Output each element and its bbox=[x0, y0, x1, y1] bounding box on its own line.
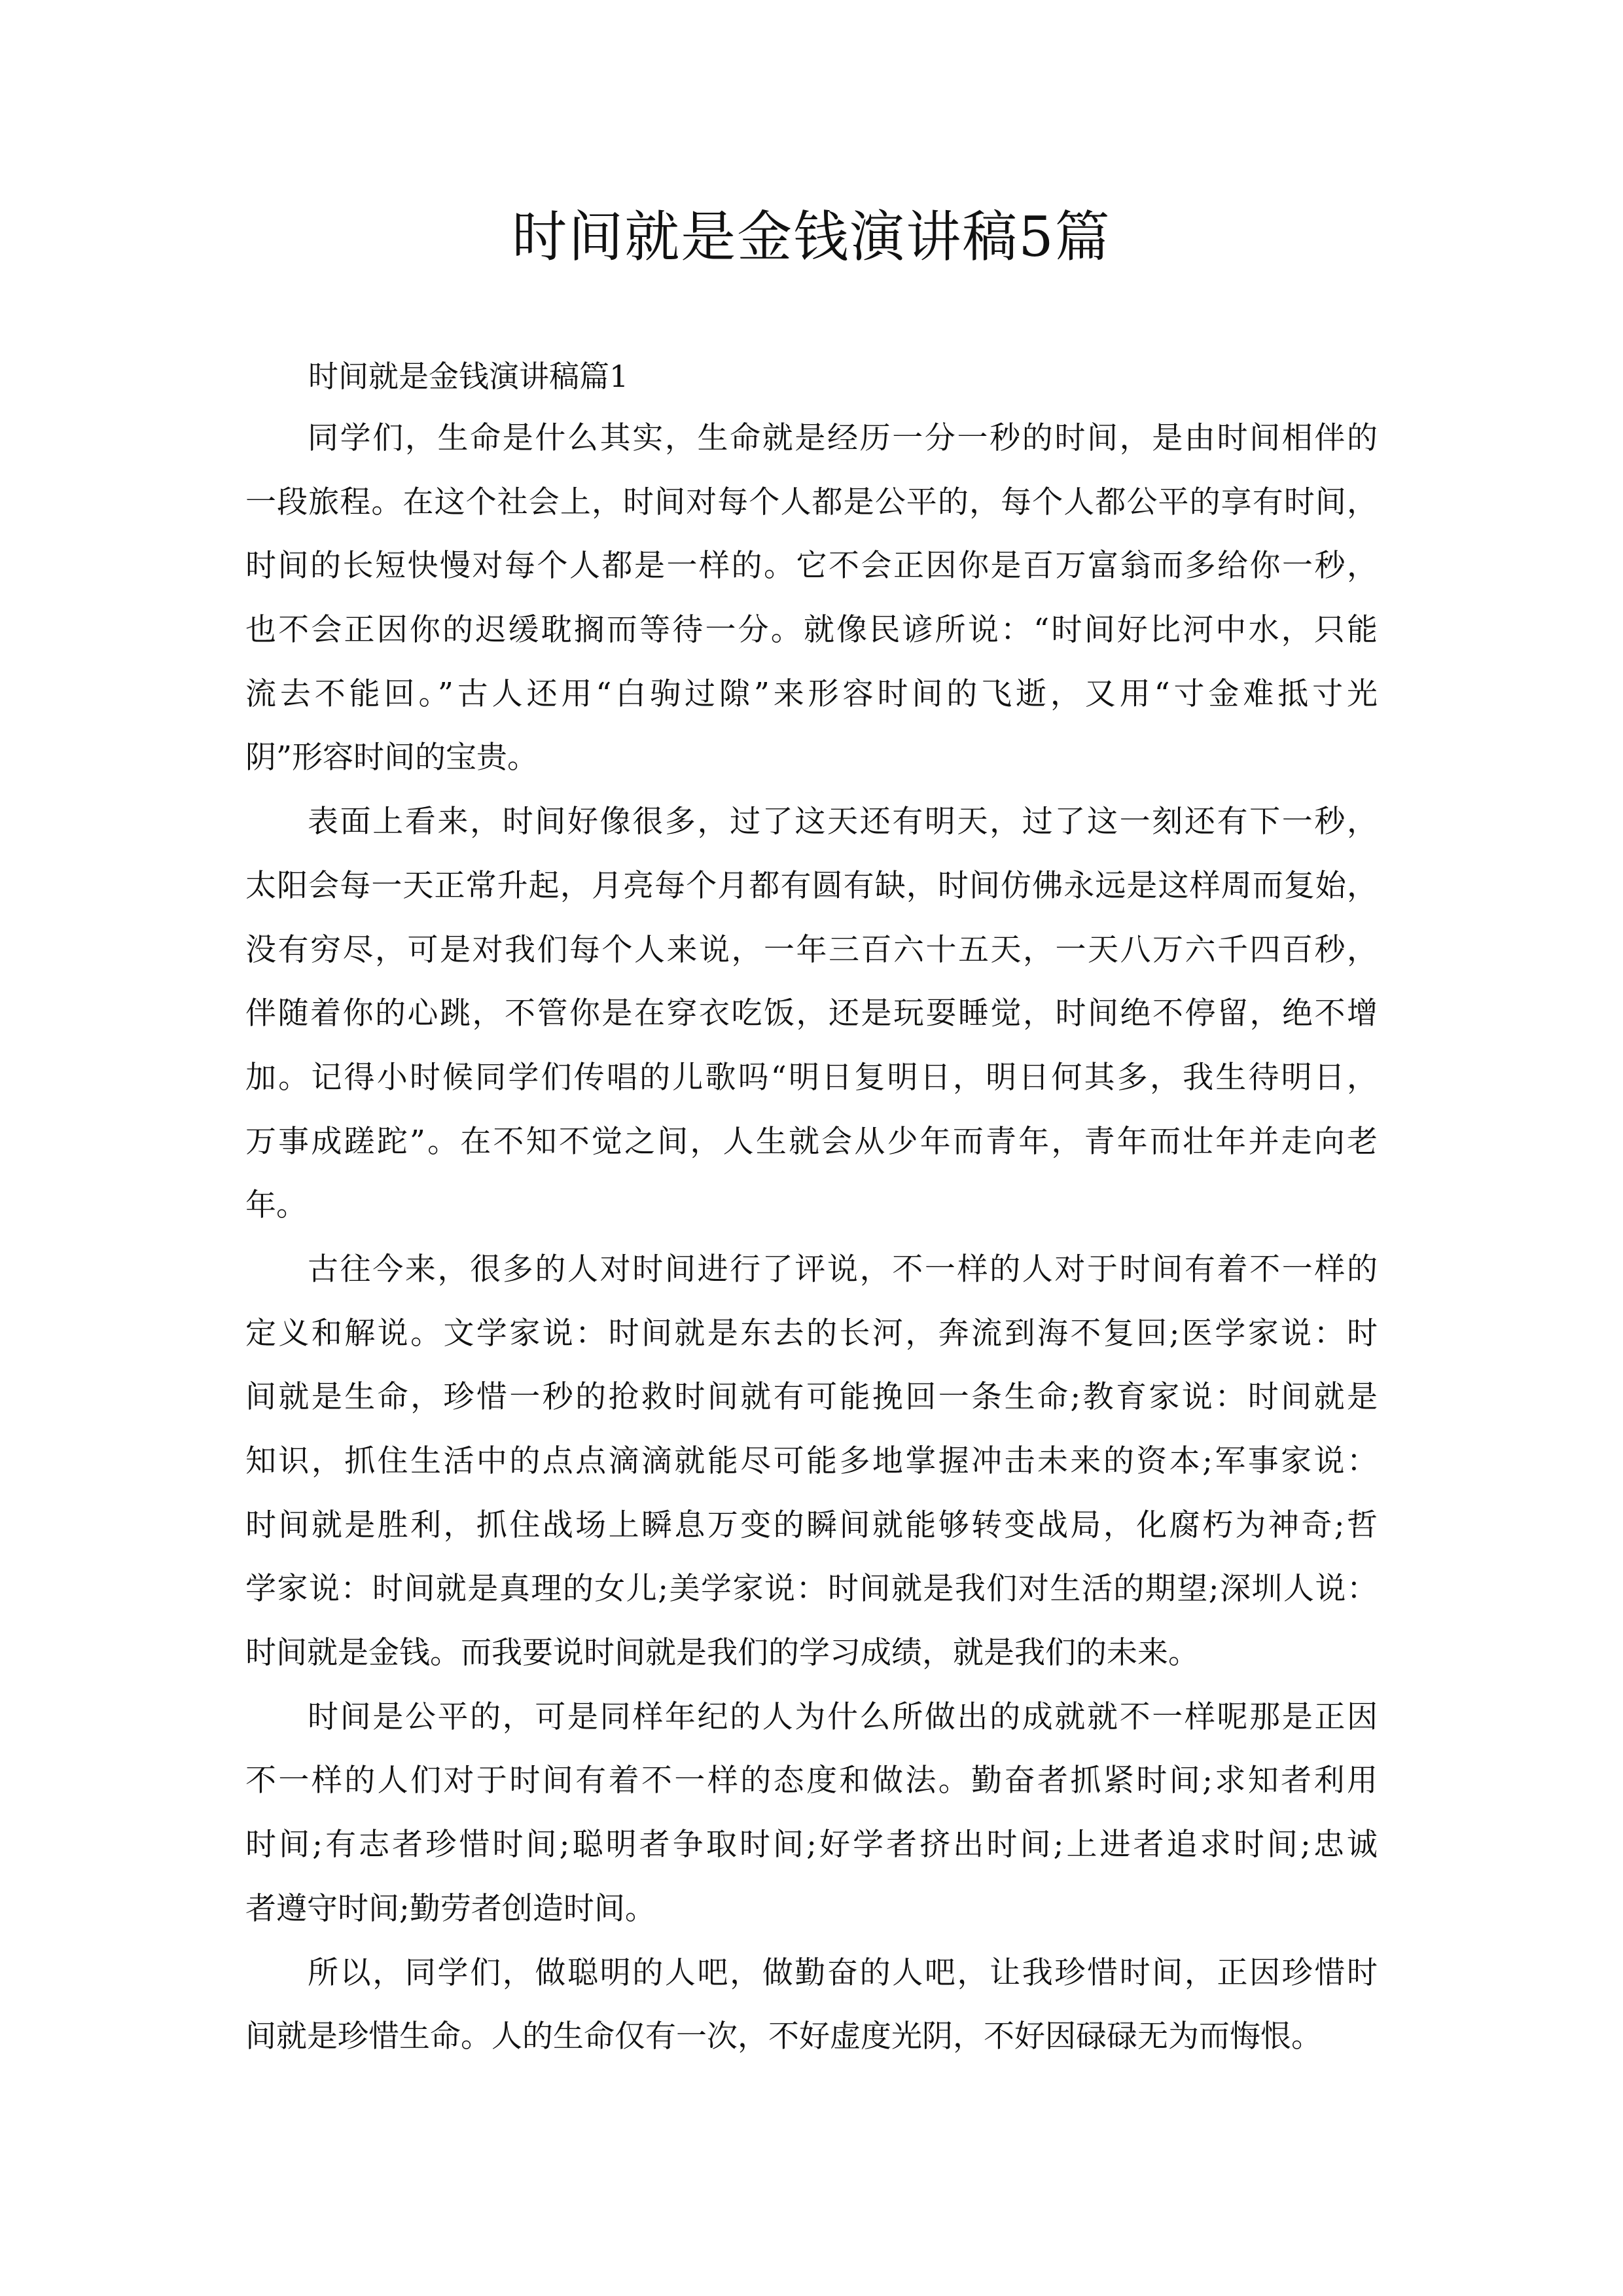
paragraph-line: 阴”形容时间的宝贵。 bbox=[245, 740, 539, 776]
paragraph-line: 加。记得小时候同学们传唱的儿歌吗“明日复明日，明日何其多，我生待明日， bbox=[245, 1059, 1378, 1096]
paragraph-line: 时间就是金钱。而我要说时间就是我们的学习成绩，就是我们的未来。 bbox=[245, 1635, 1199, 1672]
paragraph-line: 年。 bbox=[245, 1187, 307, 1224]
paragraph-line: 不一样的人们对于时间有着不一样的态度和做法。勤奋者抓紧时间;求知者利用 bbox=[245, 1763, 1378, 1799]
paragraph bbox=[245, 1238, 1378, 1685]
paragraph-line: 古往今来，很多的人对时间进行了评说，不一样的人对于时间有着不一样的 bbox=[308, 1251, 1378, 1287]
paragraph-line: 知识，抓住生活中的点点滴滴就能尽可能多地掌握冲击未来的资本;军事家说： bbox=[245, 1443, 1378, 1479]
paragraph bbox=[245, 406, 1378, 790]
paragraph bbox=[245, 1685, 1378, 1941]
section-heading: 时间就是金钱演讲稿篇1 bbox=[308, 359, 629, 394]
paragraph-line: 没有穷尽，可是对我们每个人来说，一年三百六十五天，一天八万六千四百秒， bbox=[245, 931, 1378, 968]
paragraph-line: 一段旅程。在这个社会上，时间对每个人都是公平的，每个人都公平的享有时间， bbox=[245, 484, 1378, 520]
paragraph-line: 定义和解说。文学家说：时间就是东去的长河，奔流到海不复回;医学家说：时 bbox=[245, 1315, 1378, 1352]
paragraph-line: 时间是公平的，可是同样年纪的人为什么所做出的成就就不一样呢那是正因 bbox=[308, 1698, 1378, 1735]
paragraph-line: 伴随着你的心跳，不管你是在穿衣吃饭，还是玩耍睡觉，时间绝不停留，绝不增 bbox=[245, 996, 1378, 1032]
document-title: 时间就是金钱演讲稿5篇 bbox=[512, 205, 1111, 269]
paragraph-line: 也不会正因你的迟缓耽搁而等待一分。就像民谚所说：“时间好比河中水，只能 bbox=[245, 612, 1378, 649]
paragraph-line: 流去不能回。”古人还用“白驹过隙”来形容时间的飞逝，又用“寸金难抵寸光 bbox=[245, 675, 1378, 712]
paragraph-line: 间就是生命，珍惜一秒的抢救时间就有可能挽回一条生命;教育家说：时间就是 bbox=[245, 1379, 1378, 1416]
body-text bbox=[245, 406, 1378, 2069]
paragraph-line: 表面上看来，时间好像很多，过了这天还有明天，过了这一刻还有下一秒， bbox=[308, 804, 1378, 840]
paragraph-line: 时间的长短快慢对每个人都是一样的。它不会正因你是百万富翁而多给你一秒， bbox=[245, 548, 1378, 584]
paragraph-line: 时间;有志者珍惜时间;聪明者争取时间;好学者挤出时间;上进者追求时间;忠诚 bbox=[245, 1827, 1378, 1863]
paragraph-line: 太阳会每一天正常升起，月亮每个月都有圆有缺，时间仿佛永远是这样周而复始， bbox=[245, 867, 1378, 904]
paragraph-line: 同学们，生命是什么其实，生命就是经历一分一秒的时间，是由时间相伴的 bbox=[308, 420, 1378, 456]
paragraph-line: 间就是珍惜生命。人的生命仅有一次，不好虚度光阴，不好因碌碌无为而悔恨。 bbox=[245, 2018, 1322, 2055]
paragraph-line: 所以，同学们，做聪明的人吧，做勤奋的人吧，让我珍惜时间，正因珍惜时 bbox=[308, 1954, 1378, 1991]
paragraph-line: 时间就是胜利，抓住战场上瞬息万变的瞬间就能够转变战局，化腐朽为神奇;哲 bbox=[245, 1507, 1378, 1543]
paragraph bbox=[245, 1941, 1378, 2069]
paragraph-line: 学家说：时间就是真理的女儿;美学家说：时间就是我们对生活的期望;深圳人说： bbox=[245, 1571, 1378, 1607]
paragraph-line: 者遵守时间;勤劳者创造时间。 bbox=[245, 1890, 656, 1927]
paragraph-line: 万事成蹉跎”。在不知不觉之间，人生就会从少年而青年，青年而壮年并走向老 bbox=[245, 1123, 1378, 1160]
paragraph bbox=[245, 790, 1378, 1238]
